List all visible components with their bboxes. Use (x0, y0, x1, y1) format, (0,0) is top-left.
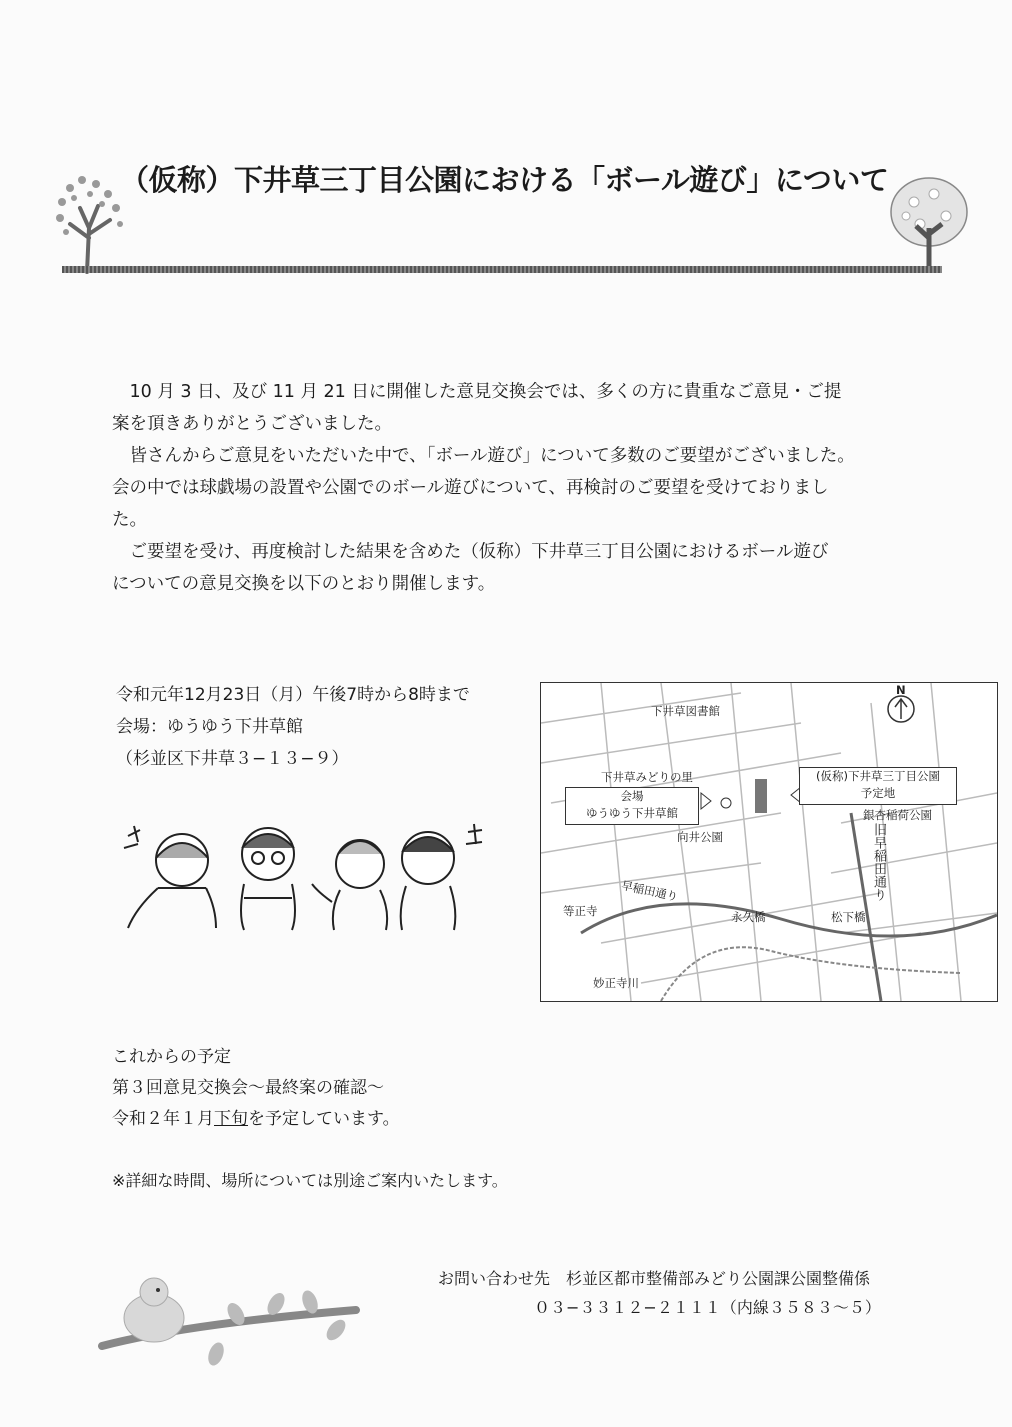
contact-section (438, 1264, 881, 1322)
schedule-date (112, 1104, 400, 1135)
detail-note: ※詳細な時間、場所については別途ご案内いたします。 (112, 1171, 508, 1190)
event-venue: 会場：ゆうゆう下井草館 (116, 717, 303, 737)
map-label-toshoji: 等正寺 (563, 904, 598, 918)
schedule-meeting: 第３回意見交換会〜最終案の確認〜 (112, 1078, 384, 1098)
page-title: （仮称）下井草三丁目公園における「ボール遊び」について (120, 163, 889, 197)
schedule-date-pre: 令和２年１月 (112, 1109, 214, 1129)
map-label-eikyu: 永久橋 (731, 910, 766, 924)
map-park-planned: 予定地 (860, 786, 896, 800)
map-label-matsushita: 松下橋 (831, 910, 866, 924)
event-address: （杉並区下井草３−１３−９） (116, 749, 349, 769)
map-label-ginkyo: 銀杏稲荷公園 (863, 808, 932, 822)
map-venue-name: ゆうゆう下井草館 (586, 806, 678, 820)
map-roads (541, 683, 997, 1001)
people-illustration (118, 818, 502, 936)
paragraph-line: 皆さんからご意見をいただいた中で、「ボール遊び」について多数のご要望がございました。 (112, 446, 855, 466)
schedule-date-underlined: 下旬 (214, 1109, 248, 1129)
map-venue-label: 会場 (620, 789, 644, 803)
paragraph-line: 会の中では球戯場の設置や公園でのボール遊びについて、再検討のご要望を受けておりまし (112, 478, 829, 498)
paragraph-line: 10 月 3 日、及び 11 月 21 日に開催した意見交換会では、多くの方に貴重なご意見・ご提 (112, 382, 842, 402)
contact-department: お問い合わせ先 杉並区都市整備部みどり公園課公園整備係 (438, 1269, 871, 1288)
tree-right-illustration (884, 172, 974, 272)
map-label-midori: 下井草みどりの里 (601, 770, 693, 784)
event-datetime: 令和元年12月23日（月）午後7時から8時まで (116, 685, 470, 705)
schedule-section (112, 1042, 400, 1135)
schedule-heading: これからの予定 (112, 1047, 231, 1067)
map-label-myoshoji: 妙正寺川 (593, 976, 639, 990)
paragraph-line: ご要望を受け、再度検討した結果を含めた（仮称）下井草三丁目公園におけるボール遊び (112, 542, 829, 562)
map-label-old-waseda: 旧早稲田通り (871, 823, 886, 901)
schedule-date-post: を予定しています。 (248, 1109, 400, 1129)
contact-phone: ０３−３３１２−２１１１（内線３５８３〜５） (534, 1298, 881, 1317)
map-label-north: N (896, 683, 906, 697)
paragraph-line: た。 (112, 510, 147, 530)
map-venue-box (565, 787, 699, 825)
map-park-box (799, 767, 957, 805)
title-divider (62, 266, 942, 273)
location-map (540, 682, 998, 1002)
paragraph-line: 案を頂きありがとうございました。 (112, 414, 392, 434)
map-label-library: 下井草図書館 (651, 704, 720, 718)
map-park-name: (仮称)下井草三丁目公園 (816, 769, 940, 783)
paragraph-line: についての意見交換を以下のとおり開催します。 (112, 574, 496, 594)
map-label-mukai: 向井公園 (677, 830, 723, 844)
map-label-waseda: 早稲田通り (620, 878, 680, 904)
bird-branch-illustration (96, 1274, 366, 1384)
